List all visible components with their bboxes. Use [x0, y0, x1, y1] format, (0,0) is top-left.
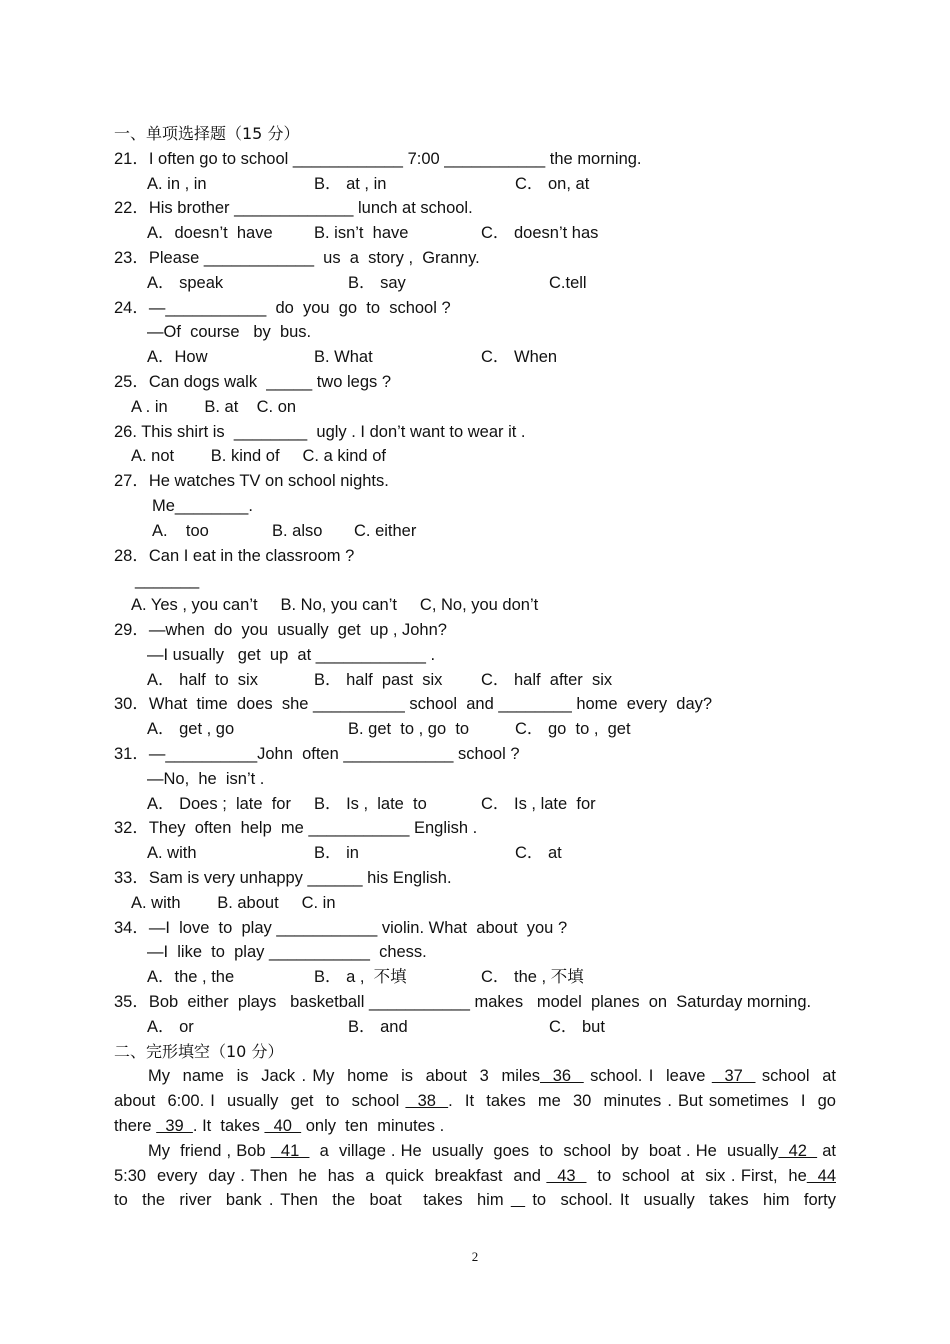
cloze-text: 5:30 every day . Then he has a quick breakfast and — [114, 1167, 547, 1185]
question-stem: 24．—___________ do you go to school ? — [114, 299, 451, 317]
option-c: C. either — [354, 522, 417, 540]
cloze-blank: 40 — [264, 1117, 302, 1135]
cloze-text: . It takes — [192, 1117, 265, 1135]
option-a: A. too — [152, 522, 209, 540]
option-a: A．the , the — [147, 968, 235, 986]
option-c: C． but — [549, 1018, 605, 1036]
cloze-blank: 44 — [806, 1167, 836, 1185]
cloze-text: My name is Jack . My home is about 3 miles — [148, 1067, 541, 1085]
question-line: —I usually get up at ____________ . — [147, 646, 436, 664]
options-line: A. with B. about C. in — [131, 894, 336, 912]
option-c: C． Is , late for — [481, 795, 596, 813]
option-c: C． at — [515, 844, 562, 862]
option-b: B． in — [314, 844, 359, 862]
cloze-blank: 42 — [778, 1142, 818, 1160]
options-line: A. Yes , you can’t B. No, you can’t C, No, you don’t — [131, 596, 539, 614]
cloze-text: to school at six . First, he — [586, 1167, 807, 1185]
question-stem: 27．He watches TV on school nights. — [114, 472, 389, 490]
cloze-blank: 41 — [270, 1142, 310, 1160]
option-b: B． Is , late to — [314, 795, 427, 813]
option-b: B. also — [272, 522, 323, 540]
question-stem: 34．—I love to play ___________ violin. What about you ? — [114, 919, 568, 937]
cloze-blank: 36 — [540, 1067, 584, 1085]
option-b: B. isn’t have — [314, 224, 409, 242]
option-b: B. What — [314, 348, 373, 366]
option-c: C． doesn’t has — [481, 224, 599, 242]
option-c: C． When — [481, 348, 558, 366]
cloze-line — [148, 1141, 836, 1161]
option-a: A． Does ; late for — [147, 795, 291, 813]
option-a: A. with — [147, 844, 197, 862]
option-b: B． half past six — [314, 671, 443, 689]
cloze-text: to school. It usually takes him forty — [525, 1191, 837, 1209]
question-stem: 30．What time does she __________ school and ________ home every day? — [114, 695, 713, 713]
question-line: —Of course by bus. — [147, 323, 312, 341]
option-c: C． half after six — [481, 671, 613, 689]
options-line: A . in B. at C. on — [131, 398, 297, 416]
cloze-line — [114, 1190, 836, 1210]
option-a: A． get , go — [147, 720, 235, 738]
option-a: A． half to six — [147, 671, 258, 689]
section-heading: 二、完形填空（10 分） — [114, 1042, 284, 1061]
cloze-blank — [511, 1191, 525, 1209]
question-stem: 32．They often help me ___________ English . — [114, 819, 478, 837]
cloze-text: school. I leave — [583, 1067, 712, 1085]
question-stem: 21．I often go to school ____________ 7:00 ___________ the morning. — [114, 150, 642, 168]
option-c: C． the , 不填 — [481, 968, 584, 986]
question-stem: 26. This shirt is ________ ugly . I don’t want to wear it . — [114, 423, 526, 441]
cloze-text: . It takes me 30 minutes . But sometimes I go — [448, 1092, 836, 1110]
option-b: B． at , in — [314, 175, 387, 193]
option-b: B． and — [348, 1018, 408, 1036]
cloze-text: only ten minutes . — [301, 1117, 445, 1135]
question-line: —No, he isn’t . — [147, 770, 265, 788]
option-b: B. get to , go to — [348, 720, 470, 738]
cloze-text: at — [817, 1142, 836, 1160]
cloze-line — [114, 1091, 836, 1111]
option-c: C.tell — [549, 274, 587, 292]
option-a: A. in , in — [147, 175, 207, 193]
option-a: A． speak — [147, 274, 224, 292]
option-c: C． on, at — [515, 175, 590, 193]
cloze-text: My friend , Bob — [148, 1142, 271, 1160]
option-b: B． say — [348, 274, 406, 292]
question-stem: 35．Bob either plays basketball ___________ makes model planes on Saturday morning. — [114, 993, 812, 1011]
option-b: B． a , 不填 — [314, 968, 407, 986]
question-stem: 22．His brother _____________ lunch at school. — [114, 199, 473, 217]
cloze-blank: 38 — [405, 1092, 449, 1110]
option-a: A．How — [147, 348, 208, 366]
question-stem: 29．—when do you usually get up , John? — [114, 621, 447, 639]
page-number: 2 — [471, 1249, 479, 1264]
cloze-line — [148, 1066, 836, 1086]
cloze-blank: 37 — [711, 1067, 756, 1085]
cloze-text: there — [114, 1117, 157, 1135]
question-line: _______ — [135, 571, 200, 589]
question-line: Me________. — [152, 497, 253, 515]
option-c: C． go to , get — [515, 720, 631, 738]
question-stem: 33．Sam is very unhappy ______ his English. — [114, 869, 452, 887]
question-stem: 31．—__________John often ____________ school ? — [114, 745, 520, 763]
cloze-text: to the river bank . Then the boat takes him — [114, 1191, 511, 1209]
cloze-line — [114, 1166, 836, 1186]
cloze-text: about 6:00. I usually get to school — [114, 1092, 406, 1110]
option-a: A．doesn’t have — [147, 224, 273, 242]
option-a: A． or — [147, 1018, 194, 1036]
question-line: —I like to play ___________ chess. — [147, 943, 427, 961]
question-stem: 25．Can dogs walk _____ two legs ? — [114, 373, 392, 391]
cloze-line — [114, 1116, 836, 1136]
options-line: A. not B. kind of C. a kind of — [131, 447, 386, 465]
section-heading: 一、单项选择题（15 分） — [114, 124, 300, 143]
cloze-text: school at — [755, 1067, 836, 1085]
cloze-text: a village . He usually goes to school by boat . He usually — [309, 1142, 779, 1160]
question-stem: 28．Can I eat in the classroom ? — [114, 547, 355, 565]
cloze-blank: 43 — [546, 1167, 587, 1185]
question-stem: 23．Please ____________ us a story , Granny. — [114, 249, 480, 267]
cloze-blank: 39 — [156, 1117, 193, 1135]
